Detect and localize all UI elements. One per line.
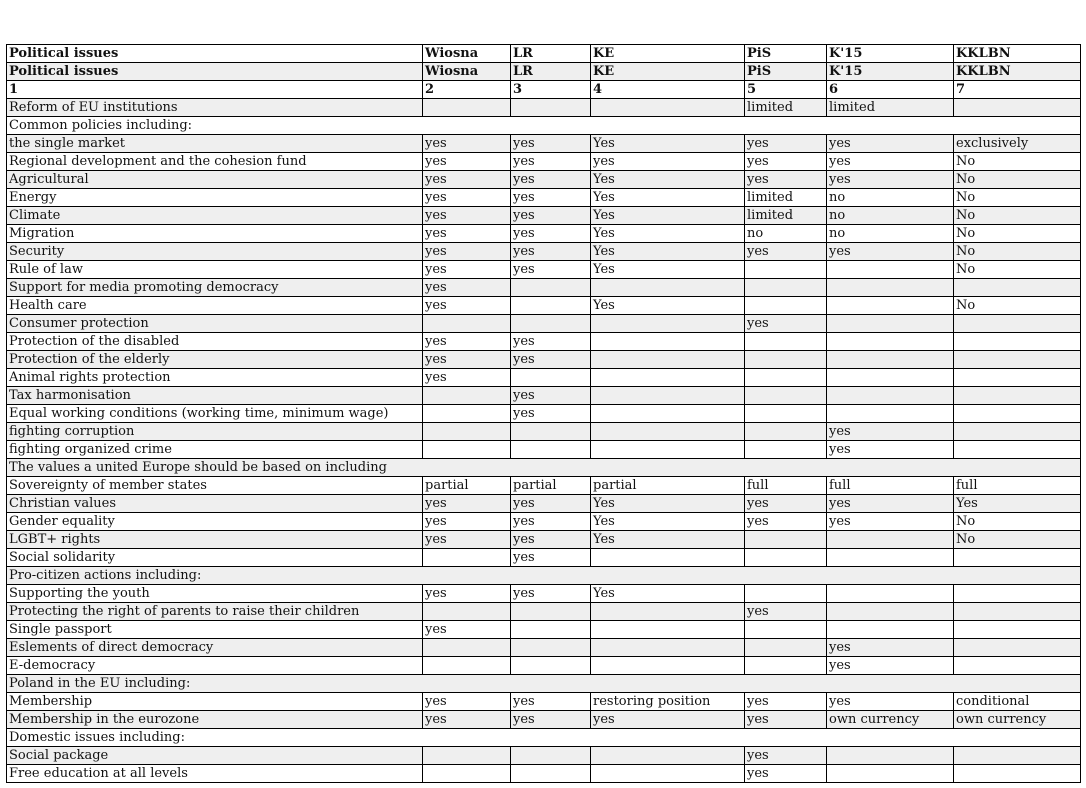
section-row [7, 567, 1081, 585]
position-cell: full [827, 477, 954, 495]
position-cell: yes [827, 423, 954, 441]
position-cell: yes [745, 513, 827, 531]
issue-cell: fighting corruption [7, 423, 423, 441]
position-cell: yes [827, 639, 954, 657]
position-cell [511, 603, 591, 621]
position-cell [954, 351, 1081, 369]
table-row [7, 387, 1081, 405]
position-cell [423, 747, 511, 765]
header-cell-party: KKLBN [954, 45, 1081, 63]
header-cell-party: KE [591, 63, 745, 81]
header-cell-party: Wiosna [423, 63, 511, 81]
position-cell: yes [423, 261, 511, 279]
position-cell: exclusively [954, 135, 1081, 153]
position-cell [745, 639, 827, 657]
position-cell: yes [745, 315, 827, 333]
table-row [7, 243, 1081, 261]
position-cell [745, 369, 827, 387]
table-row [7, 639, 1081, 657]
position-cell: No [954, 207, 1081, 225]
position-cell: yes [745, 243, 827, 261]
issue-cell: Membership in the eurozone [7, 711, 423, 729]
header-cell-party: LR [511, 45, 591, 63]
position-cell [954, 585, 1081, 603]
position-cell: yes [423, 351, 511, 369]
position-cell: yes [423, 333, 511, 351]
position-cell: yes [827, 153, 954, 171]
header-cell-party: 3 [511, 81, 591, 99]
header-row [7, 81, 1081, 99]
issue-cell: Migration [7, 225, 423, 243]
position-cell: own currency [954, 711, 1081, 729]
position-cell [827, 549, 954, 567]
table-row [7, 693, 1081, 711]
section-row [7, 117, 1081, 135]
table-row [7, 171, 1081, 189]
table-row [7, 585, 1081, 603]
header-row [7, 63, 1081, 81]
table-row [7, 513, 1081, 531]
position-cell: Yes [591, 171, 745, 189]
position-cell [954, 405, 1081, 423]
issue-cell: Animal rights protection [7, 369, 423, 387]
position-cell: yes [511, 189, 591, 207]
table-row [7, 99, 1081, 117]
position-cell [954, 99, 1081, 117]
header-cell-issue: Political issues [7, 63, 423, 81]
position-cell [591, 405, 745, 423]
table-row [7, 225, 1081, 243]
position-cell [954, 747, 1081, 765]
position-cell [745, 333, 827, 351]
position-cell: Yes [591, 189, 745, 207]
table-row [7, 405, 1081, 423]
position-cell [745, 549, 827, 567]
position-cell [511, 621, 591, 639]
position-cell [591, 657, 745, 675]
position-cell [591, 423, 745, 441]
position-cell: yes [511, 711, 591, 729]
section-heading: Domestic issues including: [7, 729, 1081, 747]
position-cell: conditional [954, 693, 1081, 711]
position-cell: partial [511, 477, 591, 495]
position-cell: yes [423, 585, 511, 603]
position-cell [591, 279, 745, 297]
position-cell: Yes [591, 261, 745, 279]
position-cell: yes [423, 495, 511, 513]
position-cell [745, 297, 827, 315]
issue-cell: the single market [7, 135, 423, 153]
position-cell: yes [511, 207, 591, 225]
issue-cell: Christian values [7, 495, 423, 513]
position-cell: yes [511, 333, 591, 351]
header-cell-party: K'15 [827, 63, 954, 81]
position-cell [423, 99, 511, 117]
position-cell: limited [745, 207, 827, 225]
position-cell: yes [511, 351, 591, 369]
position-cell [511, 639, 591, 657]
position-cell: yes [827, 135, 954, 153]
issue-cell: Agricultural [7, 171, 423, 189]
header-cell-party: 6 [827, 81, 954, 99]
position-cell: yes [511, 387, 591, 405]
position-cell [954, 657, 1081, 675]
position-cell [745, 585, 827, 603]
position-cell: No [954, 261, 1081, 279]
header-cell-party: PiS [745, 63, 827, 81]
position-cell: No [954, 297, 1081, 315]
section-heading: Poland in the EU including: [7, 675, 1081, 693]
position-cell: Yes [591, 225, 745, 243]
position-cell [591, 747, 745, 765]
position-cell: No [954, 189, 1081, 207]
position-cell [954, 333, 1081, 351]
issue-cell: Sovereignty of member states [7, 477, 423, 495]
position-cell [423, 423, 511, 441]
issue-cell: Energy [7, 189, 423, 207]
position-cell [591, 639, 745, 657]
position-cell: yes [423, 243, 511, 261]
position-cell [827, 621, 954, 639]
table-row [7, 495, 1081, 513]
issue-cell: Supporting the youth [7, 585, 423, 603]
issue-cell: fighting organized crime [7, 441, 423, 459]
table-row [7, 297, 1081, 315]
issue-cell: Gender equality [7, 513, 423, 531]
position-cell [423, 315, 511, 333]
position-cell: no [827, 207, 954, 225]
position-cell [591, 765, 745, 783]
position-cell [827, 603, 954, 621]
header-cell-party: KE [591, 45, 745, 63]
issue-cell: Regional development and the cohesion fund [7, 153, 423, 171]
position-cell: yes [745, 765, 827, 783]
position-cell [954, 621, 1081, 639]
position-cell [745, 531, 827, 549]
table-row [7, 747, 1081, 765]
position-cell [423, 603, 511, 621]
table-row [7, 423, 1081, 441]
issue-cell: Health care [7, 297, 423, 315]
position-cell: yes [511, 171, 591, 189]
position-cell: yes [511, 135, 591, 153]
position-cell: yes [511, 693, 591, 711]
header-cell-party: 4 [591, 81, 745, 99]
position-cell: yes [423, 711, 511, 729]
table-row [7, 333, 1081, 351]
position-cell: No [954, 153, 1081, 171]
issue-cell: Protection of the disabled [7, 333, 423, 351]
section-row [7, 459, 1081, 477]
position-cell [954, 765, 1081, 783]
position-cell: yes [745, 135, 827, 153]
issue-cell: Consumer protection [7, 315, 423, 333]
header-cell-party: Wiosna [423, 45, 511, 63]
position-cell [423, 765, 511, 783]
position-cell [954, 423, 1081, 441]
position-cell [954, 441, 1081, 459]
issue-cell: Reform of EU institutions [7, 99, 423, 117]
position-cell: yes [745, 495, 827, 513]
header-cell-party: 2 [423, 81, 511, 99]
position-cell: yes [423, 135, 511, 153]
position-cell: yes [423, 297, 511, 315]
position-cell: no [745, 225, 827, 243]
position-cell [954, 387, 1081, 405]
political-issues-table [6, 44, 1081, 783]
position-cell: no [827, 225, 954, 243]
position-cell [423, 657, 511, 675]
position-cell: yes [745, 153, 827, 171]
position-cell: Yes [591, 513, 745, 531]
position-cell [511, 369, 591, 387]
position-cell: no [827, 189, 954, 207]
position-cell [511, 99, 591, 117]
position-cell [423, 441, 511, 459]
position-cell: partial [423, 477, 511, 495]
header-cell-party: KKLBN [954, 63, 1081, 81]
table-row [7, 621, 1081, 639]
position-cell: yes [827, 693, 954, 711]
position-cell: yes [511, 225, 591, 243]
position-cell: No [954, 243, 1081, 261]
position-cell: yes [423, 369, 511, 387]
position-cell: yes [827, 495, 954, 513]
position-cell: yes [745, 747, 827, 765]
header-cell-issue: 1 [7, 81, 423, 99]
table-row [7, 549, 1081, 567]
position-cell [745, 621, 827, 639]
position-cell: yes [827, 657, 954, 675]
position-cell [745, 441, 827, 459]
position-cell: full [954, 477, 1081, 495]
position-cell: yes [591, 153, 745, 171]
issue-cell: Membership [7, 693, 423, 711]
position-cell: yes [423, 153, 511, 171]
position-cell: yes [511, 405, 591, 423]
section-heading: Pro-citizen actions including: [7, 567, 1081, 585]
position-cell: yes [423, 621, 511, 639]
position-cell: Yes [591, 297, 745, 315]
issue-cell: Tax harmonisation [7, 387, 423, 405]
position-cell: yes [827, 513, 954, 531]
position-cell: yes [511, 513, 591, 531]
position-cell: yes [745, 603, 827, 621]
table-row [7, 279, 1081, 297]
position-cell: Yes [591, 243, 745, 261]
table-row [7, 603, 1081, 621]
position-cell: yes [511, 531, 591, 549]
position-cell: Yes [591, 531, 745, 549]
header-cell-issue: Political issues [7, 45, 423, 63]
position-cell [591, 369, 745, 387]
issue-cell: LGBT+ rights [7, 531, 423, 549]
position-cell [511, 765, 591, 783]
position-cell [591, 549, 745, 567]
position-cell [827, 279, 954, 297]
position-cell [827, 351, 954, 369]
table-row [7, 351, 1081, 369]
position-cell [827, 405, 954, 423]
position-cell [511, 297, 591, 315]
position-cell [827, 531, 954, 549]
position-cell: Yes [591, 207, 745, 225]
position-cell [827, 747, 954, 765]
header-cell-party: 7 [954, 81, 1081, 99]
position-cell [591, 603, 745, 621]
position-cell [511, 315, 591, 333]
position-cell: yes [423, 279, 511, 297]
position-cell: yes [827, 171, 954, 189]
position-cell: restoring position [591, 693, 745, 711]
table-row [7, 765, 1081, 783]
table-row [7, 477, 1081, 495]
table-row [7, 441, 1081, 459]
position-cell [954, 639, 1081, 657]
position-cell [745, 351, 827, 369]
issue-cell: Social solidarity [7, 549, 423, 567]
position-cell: yes [511, 261, 591, 279]
position-cell [511, 279, 591, 297]
position-cell [591, 99, 745, 117]
position-cell: No [954, 225, 1081, 243]
position-cell [511, 441, 591, 459]
position-cell [954, 603, 1081, 621]
issue-cell: Support for media promoting democracy [7, 279, 423, 297]
position-cell [745, 423, 827, 441]
position-cell: yes [511, 495, 591, 513]
position-cell: Yes [954, 495, 1081, 513]
position-cell [745, 279, 827, 297]
position-cell: yes [423, 513, 511, 531]
position-cell [827, 315, 954, 333]
header-row [7, 45, 1081, 63]
position-cell [591, 351, 745, 369]
issue-cell: Single passport [7, 621, 423, 639]
position-cell [827, 585, 954, 603]
position-cell: Yes [591, 495, 745, 513]
position-cell: Yes [591, 585, 745, 603]
position-cell [511, 747, 591, 765]
position-cell: yes [745, 171, 827, 189]
position-cell [745, 387, 827, 405]
position-cell: limited [745, 189, 827, 207]
position-cell: yes [745, 711, 827, 729]
position-cell [827, 765, 954, 783]
position-cell [745, 657, 827, 675]
position-cell [745, 405, 827, 423]
issue-cell: Free education at all levels [7, 765, 423, 783]
position-cell [954, 279, 1081, 297]
position-cell: yes [423, 207, 511, 225]
position-cell: Yes [591, 135, 745, 153]
position-cell [827, 369, 954, 387]
position-cell [591, 333, 745, 351]
section-row [7, 729, 1081, 747]
position-cell: yes [423, 693, 511, 711]
position-cell [591, 441, 745, 459]
table-row [7, 369, 1081, 387]
position-cell: No [954, 171, 1081, 189]
table-row [7, 189, 1081, 207]
position-cell [423, 387, 511, 405]
position-cell [591, 621, 745, 639]
header-cell-party: LR [511, 63, 591, 81]
position-cell: full [745, 477, 827, 495]
position-cell: limited [827, 99, 954, 117]
position-cell [591, 315, 745, 333]
table-row [7, 711, 1081, 729]
position-cell [827, 333, 954, 351]
position-cell [954, 549, 1081, 567]
position-cell: yes [511, 549, 591, 567]
issue-cell: Rule of law [7, 261, 423, 279]
position-cell [745, 261, 827, 279]
position-cell [423, 405, 511, 423]
position-cell: yes [511, 243, 591, 261]
position-cell: limited [745, 99, 827, 117]
position-cell: yes [827, 243, 954, 261]
position-cell: partial [591, 477, 745, 495]
position-cell: yes [511, 585, 591, 603]
position-cell [827, 261, 954, 279]
table-row [7, 153, 1081, 171]
position-cell [954, 315, 1081, 333]
header-cell-party: 5 [745, 81, 827, 99]
issue-cell: E-democracy [7, 657, 423, 675]
position-cell: yes [423, 225, 511, 243]
position-cell [423, 549, 511, 567]
position-cell: No [954, 531, 1081, 549]
table-row [7, 657, 1081, 675]
issue-cell: Eslements of direct democracy [7, 639, 423, 657]
issue-cell: Social package [7, 747, 423, 765]
position-cell: yes [745, 693, 827, 711]
issue-cell: Equal working conditions (working time, minimum wage) [7, 405, 423, 423]
issue-cell: Protecting the right of parents to raise their children [7, 603, 423, 621]
table-row [7, 135, 1081, 153]
position-cell: yes [511, 153, 591, 171]
section-heading: Common policies including: [7, 117, 1081, 135]
position-cell: yes [423, 189, 511, 207]
header-cell-party: PiS [745, 45, 827, 63]
position-cell: No [954, 513, 1081, 531]
issue-cell: Protection of the elderly [7, 351, 423, 369]
table-row [7, 207, 1081, 225]
issue-cell: Security [7, 243, 423, 261]
position-cell [511, 423, 591, 441]
table-row [7, 261, 1081, 279]
section-heading: The values a united Europe should be based on including [7, 459, 1081, 477]
position-cell [591, 387, 745, 405]
position-cell [511, 657, 591, 675]
position-cell [954, 369, 1081, 387]
position-cell: yes [423, 531, 511, 549]
position-cell [827, 297, 954, 315]
position-cell [423, 639, 511, 657]
position-cell [827, 387, 954, 405]
section-row [7, 675, 1081, 693]
table-row [7, 531, 1081, 549]
position-cell: yes [423, 171, 511, 189]
table-row [7, 315, 1081, 333]
issue-cell: Climate [7, 207, 423, 225]
position-cell: yes [827, 441, 954, 459]
header-cell-party: K'15 [827, 45, 954, 63]
position-cell: yes [591, 711, 745, 729]
position-cell: own currency [827, 711, 954, 729]
